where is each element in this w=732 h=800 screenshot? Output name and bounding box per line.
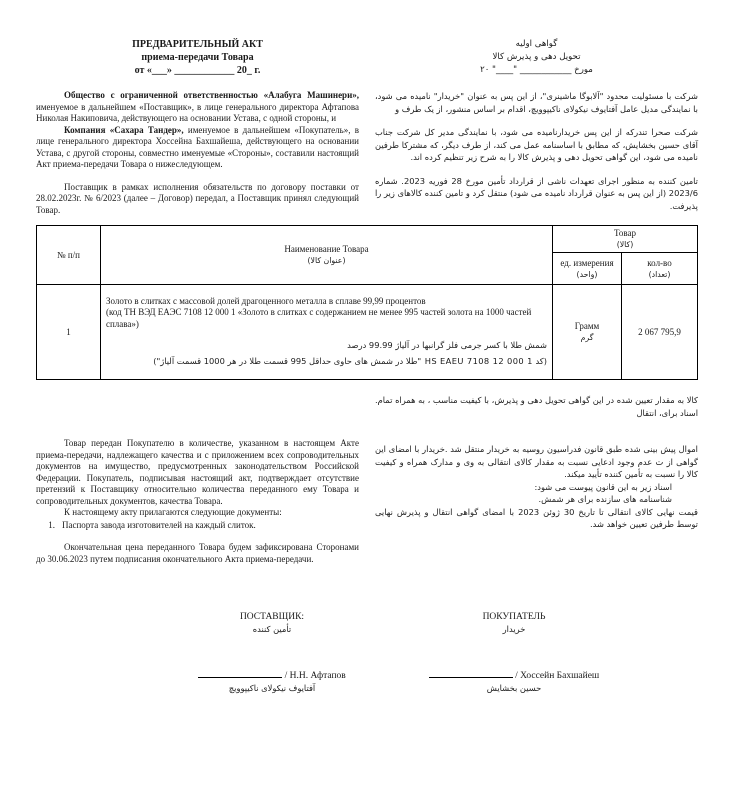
title-ru-date-line: от «___» ____________ 20_ г.	[134, 65, 261, 76]
paragraph-buyer-ru	[36, 125, 359, 171]
buyer-company-name-ru: Компания «Сахара Тандер»,	[64, 124, 184, 135]
row-number-cell: 1	[37, 285, 101, 380]
attachment-list-item	[36, 520, 359, 532]
header-cell-goods-group: Товар (کالا)	[553, 226, 698, 253]
intro-persian-column	[375, 90, 698, 216]
title-ru-line2: приема-передачи Товара	[141, 52, 254, 63]
supplier-name-fa: آفتایوف نیکولای ناکیپوویچ	[228, 683, 316, 693]
goods-name-fa-line2: (کد HS EAEU 7108 12 000 1 "طلا در شمش های حاوی حداقل 995 قسمت طلا در هر 1000 قسمت آلیاژ")	[153, 356, 547, 367]
list-item-marker: 1.	[48, 519, 55, 530]
paragraph-attachment-item-fa: شناسنامه های سازنده برای هر شمش.	[538, 494, 672, 504]
intro-russian-column	[36, 90, 359, 216]
supplier-name-ru: / Н.Н. Афтапов	[284, 671, 346, 681]
paragraph-transfer-fa: اموال پیش بینی شده طبق قانون فدراسیون روسیه به خریدار منتقل شد .خریدار با امضای این گواهی از ت عدم وجود ادعایی نسبت به مقدار کالای انتقالی به وی و مدارک همراه و کیفیت کالا را نسبت به تأمین کننده تأیید میکند.	[375, 444, 698, 479]
buyer-title-ru: ПОКУПАТЕЛЬ	[482, 612, 546, 622]
paragraph-supplier-ru	[36, 90, 359, 125]
header-cell-name: Наименование Товара (عنوان کالا)	[101, 226, 553, 285]
supplier-signature-block	[152, 611, 392, 695]
title-fa-line2: تحویل دهی و پذیرش کالا	[492, 52, 581, 62]
goods-name-ru-line1: Золото в слитках с массовой долей драгоценного металла в сплаве 99,99 процентов	[106, 295, 426, 306]
header-cell-unit: ед. измерения (واحد)	[553, 253, 622, 285]
buyer-clause-ru: именуемое в дальнейшем «Покупатель», в лице генерального директора Хоссейна Бахшайеша, действующего на основании Устава, с другой стороны, совместно именуемые «Стороны», составили настоящий Акт приема-передачи Товара о нижеследующем.	[36, 124, 359, 169]
buyer-name-ru: / Хоссейн Бахшайеш	[515, 671, 600, 681]
table-header-row-1	[37, 226, 698, 253]
buyer-title-fa: خریدار	[502, 624, 526, 634]
buyer-signature-block	[394, 611, 634, 695]
paragraph-attachments-intro-fa: اسناد زیر به این قانون پیوست می شود:	[534, 481, 672, 492]
paragraph-supplier-fa: شرکت با مسئولیت محدود "آلابوگا ماشینری"، از این پس به عنوان "خریدار" نامیده می شود، با نمایندگی مدیل عامل آفتایوف نیکولای ناکیپوویچ، اقدام بر اساس منشور، از یک طرف و	[375, 91, 698, 114]
goods-table	[36, 225, 698, 380]
unit-ru: Грамм	[574, 321, 600, 331]
title-ru-line1: ПРЕДВАРИТЕЛЬНЫЙ АКТ	[132, 39, 263, 50]
intro-section	[36, 90, 698, 216]
row-unit-cell	[553, 285, 622, 380]
title-fa-line1: گواهی اولیه	[515, 39, 558, 49]
supplier-title-ru: ПОСТАВЩИК:	[239, 612, 305, 622]
supplier-company-name-ru: Общество с ограниченной ответственностью «Алабуга Машинери»,	[64, 90, 359, 100]
title-russian	[36, 38, 359, 77]
buyer-name-fa: حسین بخشایش	[486, 683, 542, 693]
paragraph-attachments-intro-ru: К настоящему акту прилагаются следующие документы:	[64, 507, 282, 517]
supplier-clause-ru: именуемое в дальнейшем «Поставщик», в лице генерального директора Афтапова Николая Накиповича, действующего на основании Устава, с одной стороны, и	[36, 101, 359, 123]
paragraph-transfer-ru: Товар передан Покупателю в количестве, указанном в настоящем Акте приема-передачи, надлежащего качества и с приложением всех сопроводительных документов на имущество, предусмотренных законодательством Российской Федерации. Покупатель, подписывая настоящий акт, подтверждает отсутствие претензий к Поставщику относительно количества переданного ему Товара и сопроводительных документов, качества Товара.	[36, 438, 359, 506]
buyer-signature-line	[394, 668, 634, 682]
buyer-signature-underline	[429, 668, 513, 678]
supplier-signature-underline	[198, 668, 282, 678]
supplier-title-fa: تأمین کننده	[252, 624, 292, 634]
table-row	[37, 285, 698, 380]
paragraph-contract-fa: تامین کننده به منظور اجرای تعهدات ناشی از قرارداد تأمین مورخ 28 فوریه 2023. شماره 2023/6 (از این پس به عنوان قرارداد نامیده می شود) منتقل کرد و تامین کننده کالاهای زیر را پذیرفت.	[375, 175, 698, 211]
title-fa-date-line: مورخ ____________ "____" ۲۰	[480, 65, 593, 75]
row-name-cell	[101, 285, 553, 380]
paragraph-final-price-ru: Окончательная цена переданного Товара будем зафиксирована Сторонами до 30.06.2023 путем подписания окончательного Акта приема-передачи.	[36, 542, 359, 564]
paragraph-contract-ru: Поставщик в рамках исполнения обязательств по договору поставки от 28.02.2023г. № 6/2023 (далее – Договор) передал, а Поставщик принял следующий Товар.	[36, 181, 359, 215]
closing-persian-column	[375, 388, 698, 565]
paragraph-final-price-fa: قیمت نهایی کالای انتقالی تا تاریخ 30 ژوئن 2023 با امضای گواهی انتقال و پذیرش نهایی توسط طرفین تعیین خواهد شد.	[375, 506, 699, 529]
header-cell-number: № п/п	[37, 226, 101, 285]
paragraph-goods-quantity-fa: کالا به مقدار تعیین شده در این گواهی تحویل دهی و پذیرش، با کیفیت مناسب ، به همراه تمام. اسناد برای، انتقال	[375, 395, 698, 418]
signature-section	[36, 611, 698, 731]
header-cell-quantity: кол-во (تعداد)	[622, 253, 698, 285]
goods-name-ru-line2: (код ТН ВЭД ЕАЭС 7108 12 000 1 «Золото в слитках с содержанием не менее 995 частей золота на 1000 частей сплава»)	[106, 307, 532, 329]
closing-russian-column	[36, 388, 359, 565]
closing-section	[36, 388, 698, 565]
list-item-text: Паспорта завода изготовителей на каждый слиток.	[62, 519, 256, 530]
title-persian	[375, 38, 698, 77]
paragraph-buyer-fa: شرکت صحرا تندرکه از این پس خریدارنامیده می شود، با نمایندگی مدیر کل شرکت جناب آقای حسین بخشایش، که مطابق با اساسنامه عمل می کند، از طرف دیگر، که مشترکا طرفین نامیده می شود، این گواهی تحویل دهی و پذیرش کالا را به شرح زیر تنظیم کرده اند.	[375, 127, 698, 162]
row-quantity-cell: 2 067 795,9	[622, 285, 698, 380]
title-header	[36, 38, 698, 77]
goods-name-fa-line1: شمش طلا با کسر جرمی فلز گرانبها در آلیاژ 99.99 درصد	[347, 340, 547, 351]
supplier-signature-line	[152, 668, 392, 682]
unit-fa: گرم	[580, 333, 594, 342]
